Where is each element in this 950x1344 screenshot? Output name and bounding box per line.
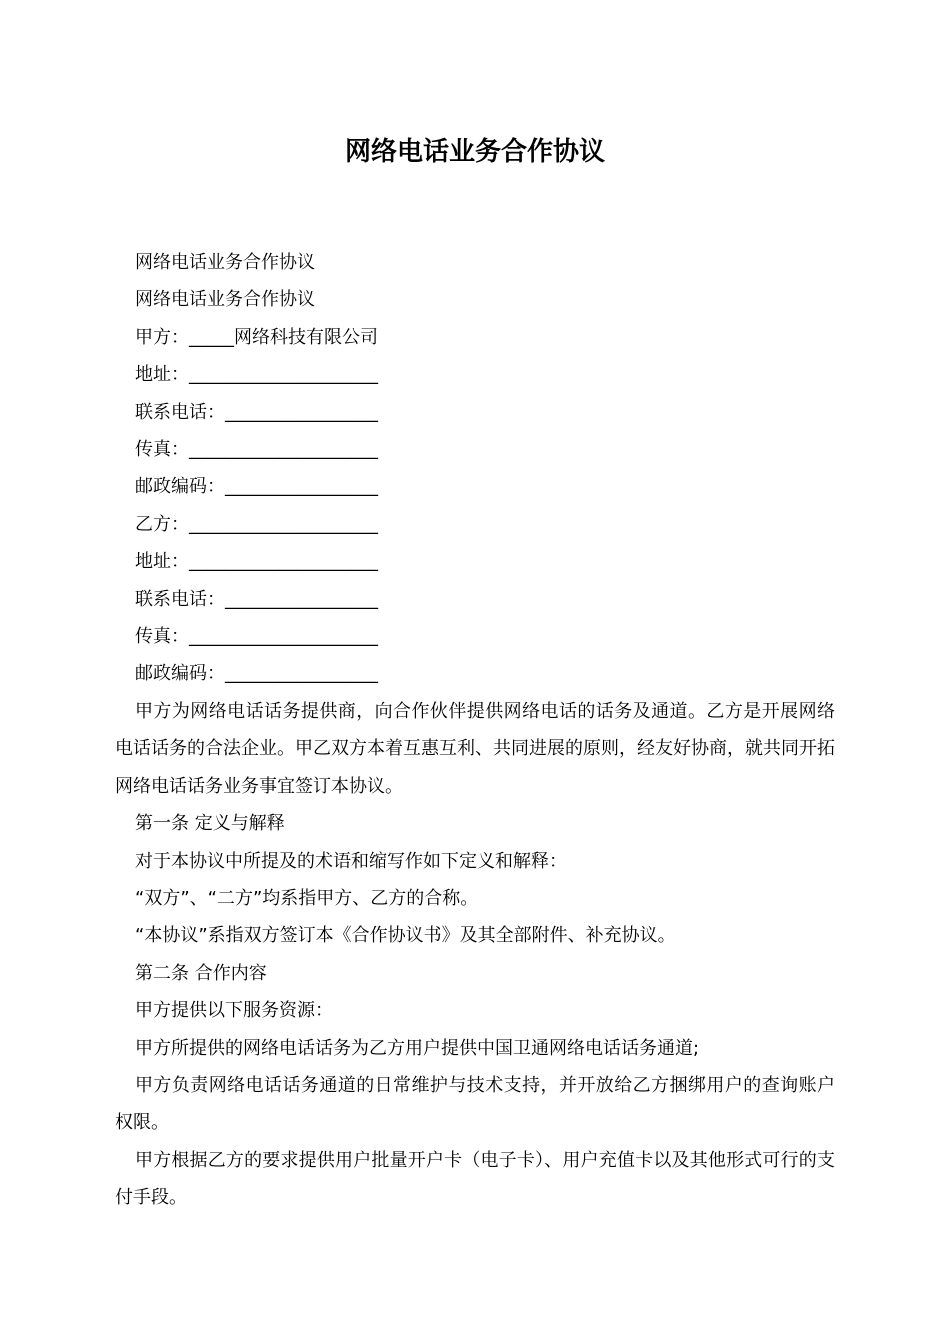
party-b-fax: 传真：_____________________ (135, 626, 378, 648)
definition-agreement: “本协议”系指双方签订本《合作协议书》及其全部附件、补充协议。 (135, 925, 676, 947)
party-b-name: 乙方：_____________________ (135, 513, 378, 535)
party-a-address: 地址：_____________________ (135, 364, 378, 386)
service-item: 甲方所提供的网络电话话务为乙方用户提供中国卫通网络电话话务通道; (135, 1037, 700, 1059)
document-body (115, 244, 835, 1217)
document-title: 网络电话业务合作协议 (344, 137, 605, 167)
party-b-address: 地址：_____________________ (135, 551, 378, 573)
definitions-intro: 对于本协议中所提及的术语和缩写作如下定义和解释： (135, 850, 567, 872)
service-item: 甲方根据乙方的要求提供用户批量开户卡（电子卡）、用户充值卡以及其他形式可行的支付手段。 (115, 1149, 835, 1209)
definition-parties: “双方”、“二方”均系指甲方、乙方的合称。 (135, 887, 479, 909)
article-1-heading: 第一条 定义与解释 (135, 813, 285, 835)
article-2-heading: 第二条 合作内容 (135, 962, 267, 984)
party-a-fax: 传真：_____________________ (135, 439, 378, 461)
subtitle-line: 网络电话业务合作协议 (135, 252, 315, 273)
party-b-phone: 联系电话：_________________ (135, 588, 378, 610)
preamble-paragraph: 甲方为网络电话话务提供商，向合作伙伴提供网络电话的话务及通道。乙方是开展网络电话话务的合法企业。甲乙双方本着互惠互利、共同进展的原则，经友好协商，就共同开拓网络电话话务业务事宜签订本协议。 (115, 700, 835, 797)
service-resources-intro: 甲方提供以下服务资源： (135, 1000, 333, 1022)
party-b-postcode: 邮政编码：_________________ (135, 663, 378, 685)
subtitle-line: 网络电话业务合作协议 (135, 289, 315, 311)
party-a-name: 甲方：_____网络科技有限公司 (135, 326, 378, 348)
party-a-postcode: 邮政编码：_________________ (135, 476, 378, 498)
party-a-phone: 联系电话：_________________ (135, 401, 378, 423)
service-item: 甲方负责网络电话话务通道的日常维护与技术支持，并开放给乙方捆绑用户的查询账户权限。 (115, 1074, 835, 1134)
